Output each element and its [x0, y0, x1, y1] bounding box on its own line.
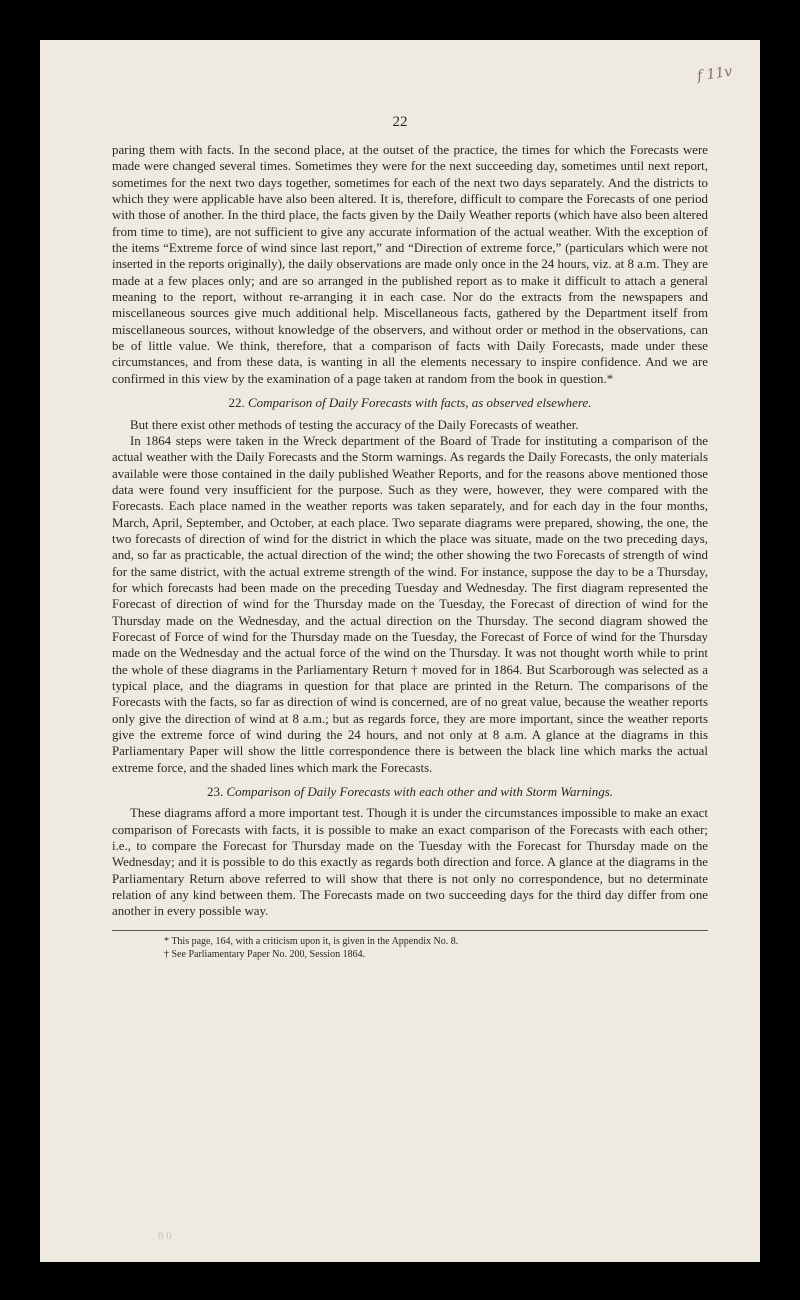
section-heading-22 [112, 395, 708, 411]
section-title: Comparison of Daily Forecasts with facts, as observed elsewhere. [247, 395, 592, 411]
section-number: 23. [206, 784, 224, 800]
paragraph: These diagrams afford a more important test. Though it is under the circumstances impossible to make an exact comparison of Forecasts with facts, it is possible to make an exact comparison of the Forecasts with each other; i.e., to compare the Forecast for Thursday made on the Tuesday with the Forecast for Thursday made on the Wednesday; and it is possible to do this exactly as regards both direction and force. A glance at the diagrams in the Parliamentary Return above referred to will show that there is not only no correspondence, but no determinate relation of any kind between them. The Forecasts made on two succeeding days for the third day differ from one another in every possible way. [112, 806, 708, 919]
page-body [112, 142, 708, 961]
section-heading-23 [112, 784, 708, 800]
paragraph: But there exist other methods of testing the accuracy of the Daily Forecasts of weather. [130, 417, 579, 432]
paragraph: In 1864 steps were taken in the Wreck department of the Board of Trade for instituting a comparison of the actual weather with the Daily Forecasts and the Storm warnings. As regards the Daily Forecasts, the only materials available were those contained in the daily published Weather Reports, and for the reasons above mentioned those data were found very insufficient for the purpose. Such as they were, however, they were compared with the Forecasts. Each place named in the weather reports was taken separately, and for each day in the four months, March, April, September, and October, at each place. Two separate diagrams were prepared, showing, the one, the two forecasts of direction of wind for the district in which the place was situate, made on the two preceding days, and, so far as practicable, the actual direction of the wind; the other showing the two Forecasts of strength of wind for the same district, with the actual extreme strength of the wind. For instance, suppose the day to be a Thursday, for which forecasts had been made on the preceding Tuesday and Wednesday. The first diagram represented the Forecast of direction of wind for the Thursday made on the Tuesday, the Forecast of direction of wind for the Thursday made on the Wednesday, and the actual direction on the Thursday. The second diagram showed the Forecast of Force of wind for the Thursday made on the Tuesday, the Forecast of Force of wind for the Thursday made on the Wednesday and the actual force of the wind on the Thursday. It was not thought worth while to print the whole of these diagrams in the Parliamentary Return † moved for in 1864. But Scarborough was selected as a typical place, and the diagrams in question for that place are printed in the Return. The comparisons of the Forecasts with the facts, so far as direction of wind is concerned, are of no great value, because the weather reports only give the direction of wind at 8 a.m.; but as regards force, they are more important, since the weather reports give the extreme force of wind during the 24 hours, and not only at 8 a.m. A glance at the diagrams in this Parliamentary Paper will show the little correspondence there is between the black line which marks the actual extreme force, and the shaded lines which mark the Forecasts. [112, 433, 708, 775]
folio-mark: f 11v [695, 63, 733, 85]
footnote: † See Parliamentary Paper No. 200, Session 1864. [164, 948, 366, 960]
section-title: Comparison of Daily Forecasts with each other and with Storm Warnings. [226, 784, 613, 800]
document-page [40, 40, 760, 1262]
paragraph: paring them with facts. In the second place, at the outset of the practice, the times for which the Forecasts were made were changed several times. Sometimes they were for the next succeeding day, sometimes until next report, sometimes for the next two days together, sometimes for each of the next two days separately. And the districts to which they were applicable have also been altered. It is, therefore, difficult to compare the Forecasts of one period with those of another. In the third place, the facts given by the Daily Weather reports (which have also been altered from time to time), are not sufficient to give any accurate information of the actual weather. With the exception of the items “Extreme force of wind since last report,” and “Direction of extreme force,” (particulars which were not inserted in the reports originally), the daily observations are made only once in the 24 hours, viz. at 8 a.m. They are made at a few places only; and are so arranged in the published report as to make it difficult to attach a general meaning to the report, without re-arranging it in each case. Nor do the extracts from the newspapers and miscellaneous sources give much additional help. Miscellaneous facts, gathered by the Department itself from miscellaneous sources, without knowledge of the observers, and without order or method in the observations, can be of little value. We think, therefore, that a comparison of facts with Daily Forecasts, made under these circumstances, and from these data, is wanting in all the elements necessary to inspire confidence. And we are confirmed in this view by the examination of a page taken at random from the book in question.* [112, 143, 708, 386]
footnote: * This page, 164, with a criticism upon it, is given in the Appendix No. 8. [164, 935, 459, 947]
footnote-divider [112, 930, 708, 931]
section-number: 22. [228, 395, 245, 411]
faint-mark: 8 0 [158, 1230, 172, 1242]
page-number: 22 [392, 114, 408, 130]
